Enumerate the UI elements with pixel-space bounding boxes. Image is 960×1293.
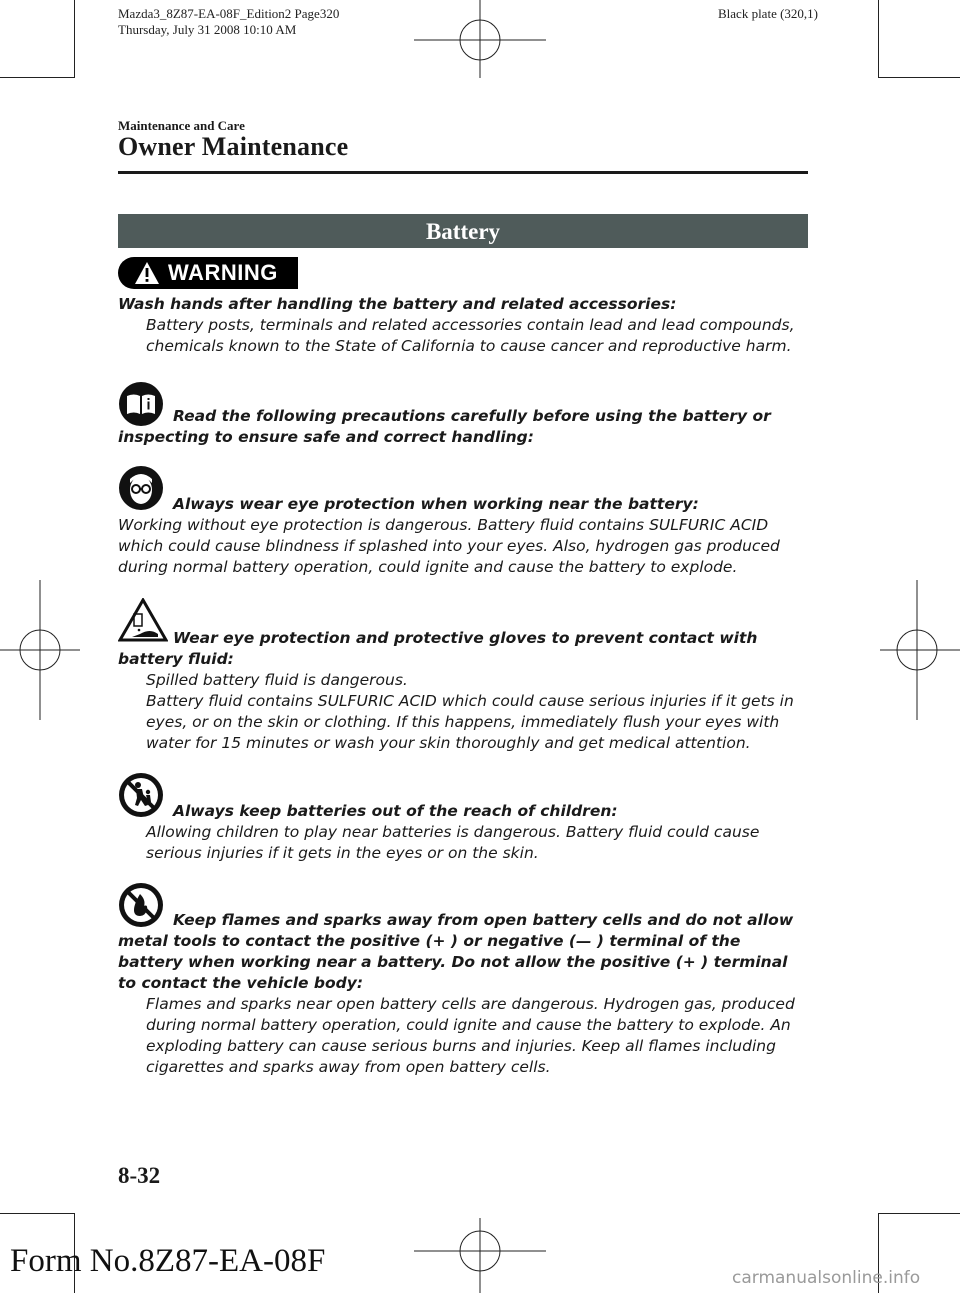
form-number: Form No.8Z87-EA-08F: [10, 1243, 326, 1279]
precaution-block: [118, 494, 808, 578]
block-body: Battery posts, terminals and related accessories contain lead and lead compounds, chemicals known to the State of California to cause cancer and reproductive harm.: [146, 316, 795, 355]
section-banner: Battery: [118, 214, 808, 248]
registration-mark-right: [880, 580, 960, 720]
page-number: 8-32: [118, 1163, 161, 1188]
precaution-block: [118, 628, 808, 754]
block-body: Working without eye protection is dangerous. Battery fluid contains SULFURIC ACID which could cause blindness if splashed into your eyes. Also, hydrogen gas produced during normal battery operation, could ignite and cause the battery to explode.: [118, 516, 780, 576]
warning-badge: [118, 257, 298, 289]
precaution-block: [118, 406, 808, 448]
block-lead: Always keep batteries out of the reach of children:: [173, 802, 618, 820]
registration-mark-bottom: [414, 1218, 546, 1293]
registration-mark-top: [414, 0, 546, 80]
block-lead: Wash hands after handling the battery and related accessories:: [118, 295, 677, 313]
crop-mark: [74, 0, 75, 78]
chapter-title: Owner Maintenance: [118, 132, 349, 161]
block-body: Flames and sparks near open battery cells are dangerous. Hydrogen gas, produced during normal battery operation, could ignite and cause the battery to explode. An exploding battery can cause serious burns and injuries. Keep all flames including cigarettes and sparks away from open battery cells.: [146, 995, 795, 1076]
watermark: carmanualsonline.info: [732, 1268, 921, 1288]
print-header: [118, 6, 339, 38]
warning-triangle-icon: [134, 261, 160, 285]
block-body: Battery fluid contains SULFURIC ACID which could cause serious injuries if it gets in eyes, or on the skin or clothing. If this happens, immediately flush your eyes with water for 15 minutes or wash your skin thoroughly and get medical attention.: [146, 692, 794, 752]
plate-label: Black plate (320,1): [718, 6, 818, 21]
warning-block: [118, 294, 808, 357]
block-body: Spilled battery fluid is dangerous.: [146, 671, 408, 689]
file-line: Mazda3_8Z87-EA-08F_Edition2 Page320: [118, 6, 340, 21]
crop-mark: [878, 0, 879, 78]
registration-mark-left: [0, 580, 80, 720]
title-rule: [118, 171, 808, 174]
precaution-block: [118, 801, 808, 864]
warning-label: WARNING: [168, 260, 278, 285]
crop-mark: [878, 1213, 960, 1214]
block-lead: Wear eye protection and protective gloves to prevent contact with battery fluid:: [118, 629, 758, 668]
block-lead: Always wear eye protection when working near the battery:: [173, 495, 699, 513]
section-label: Maintenance and Care: [118, 118, 245, 133]
crop-mark: [0, 77, 75, 78]
block-lead: Keep flames and sparks away from open battery cells and do not allow metal tools to contact the positive (+ ) or negative (— ) terminal of the battery when working near a battery. Do not allow the positive (+ ) terminal to contact the vehicle body:: [118, 911, 794, 992]
block-lead: Read the following precautions carefully before using the battery or inspecting to ensure safe and correct handling:: [118, 407, 771, 446]
crop-mark: [878, 77, 960, 78]
precaution-block: [118, 910, 808, 1078]
date-line: Thursday, July 31 2008 10:10 AM: [118, 22, 297, 37]
block-body: Allowing children to play near batteries is dangerous. Battery fluid could cause serious injuries if it gets in the eyes or on the skin.: [146, 823, 760, 862]
crop-mark: [0, 1213, 75, 1214]
